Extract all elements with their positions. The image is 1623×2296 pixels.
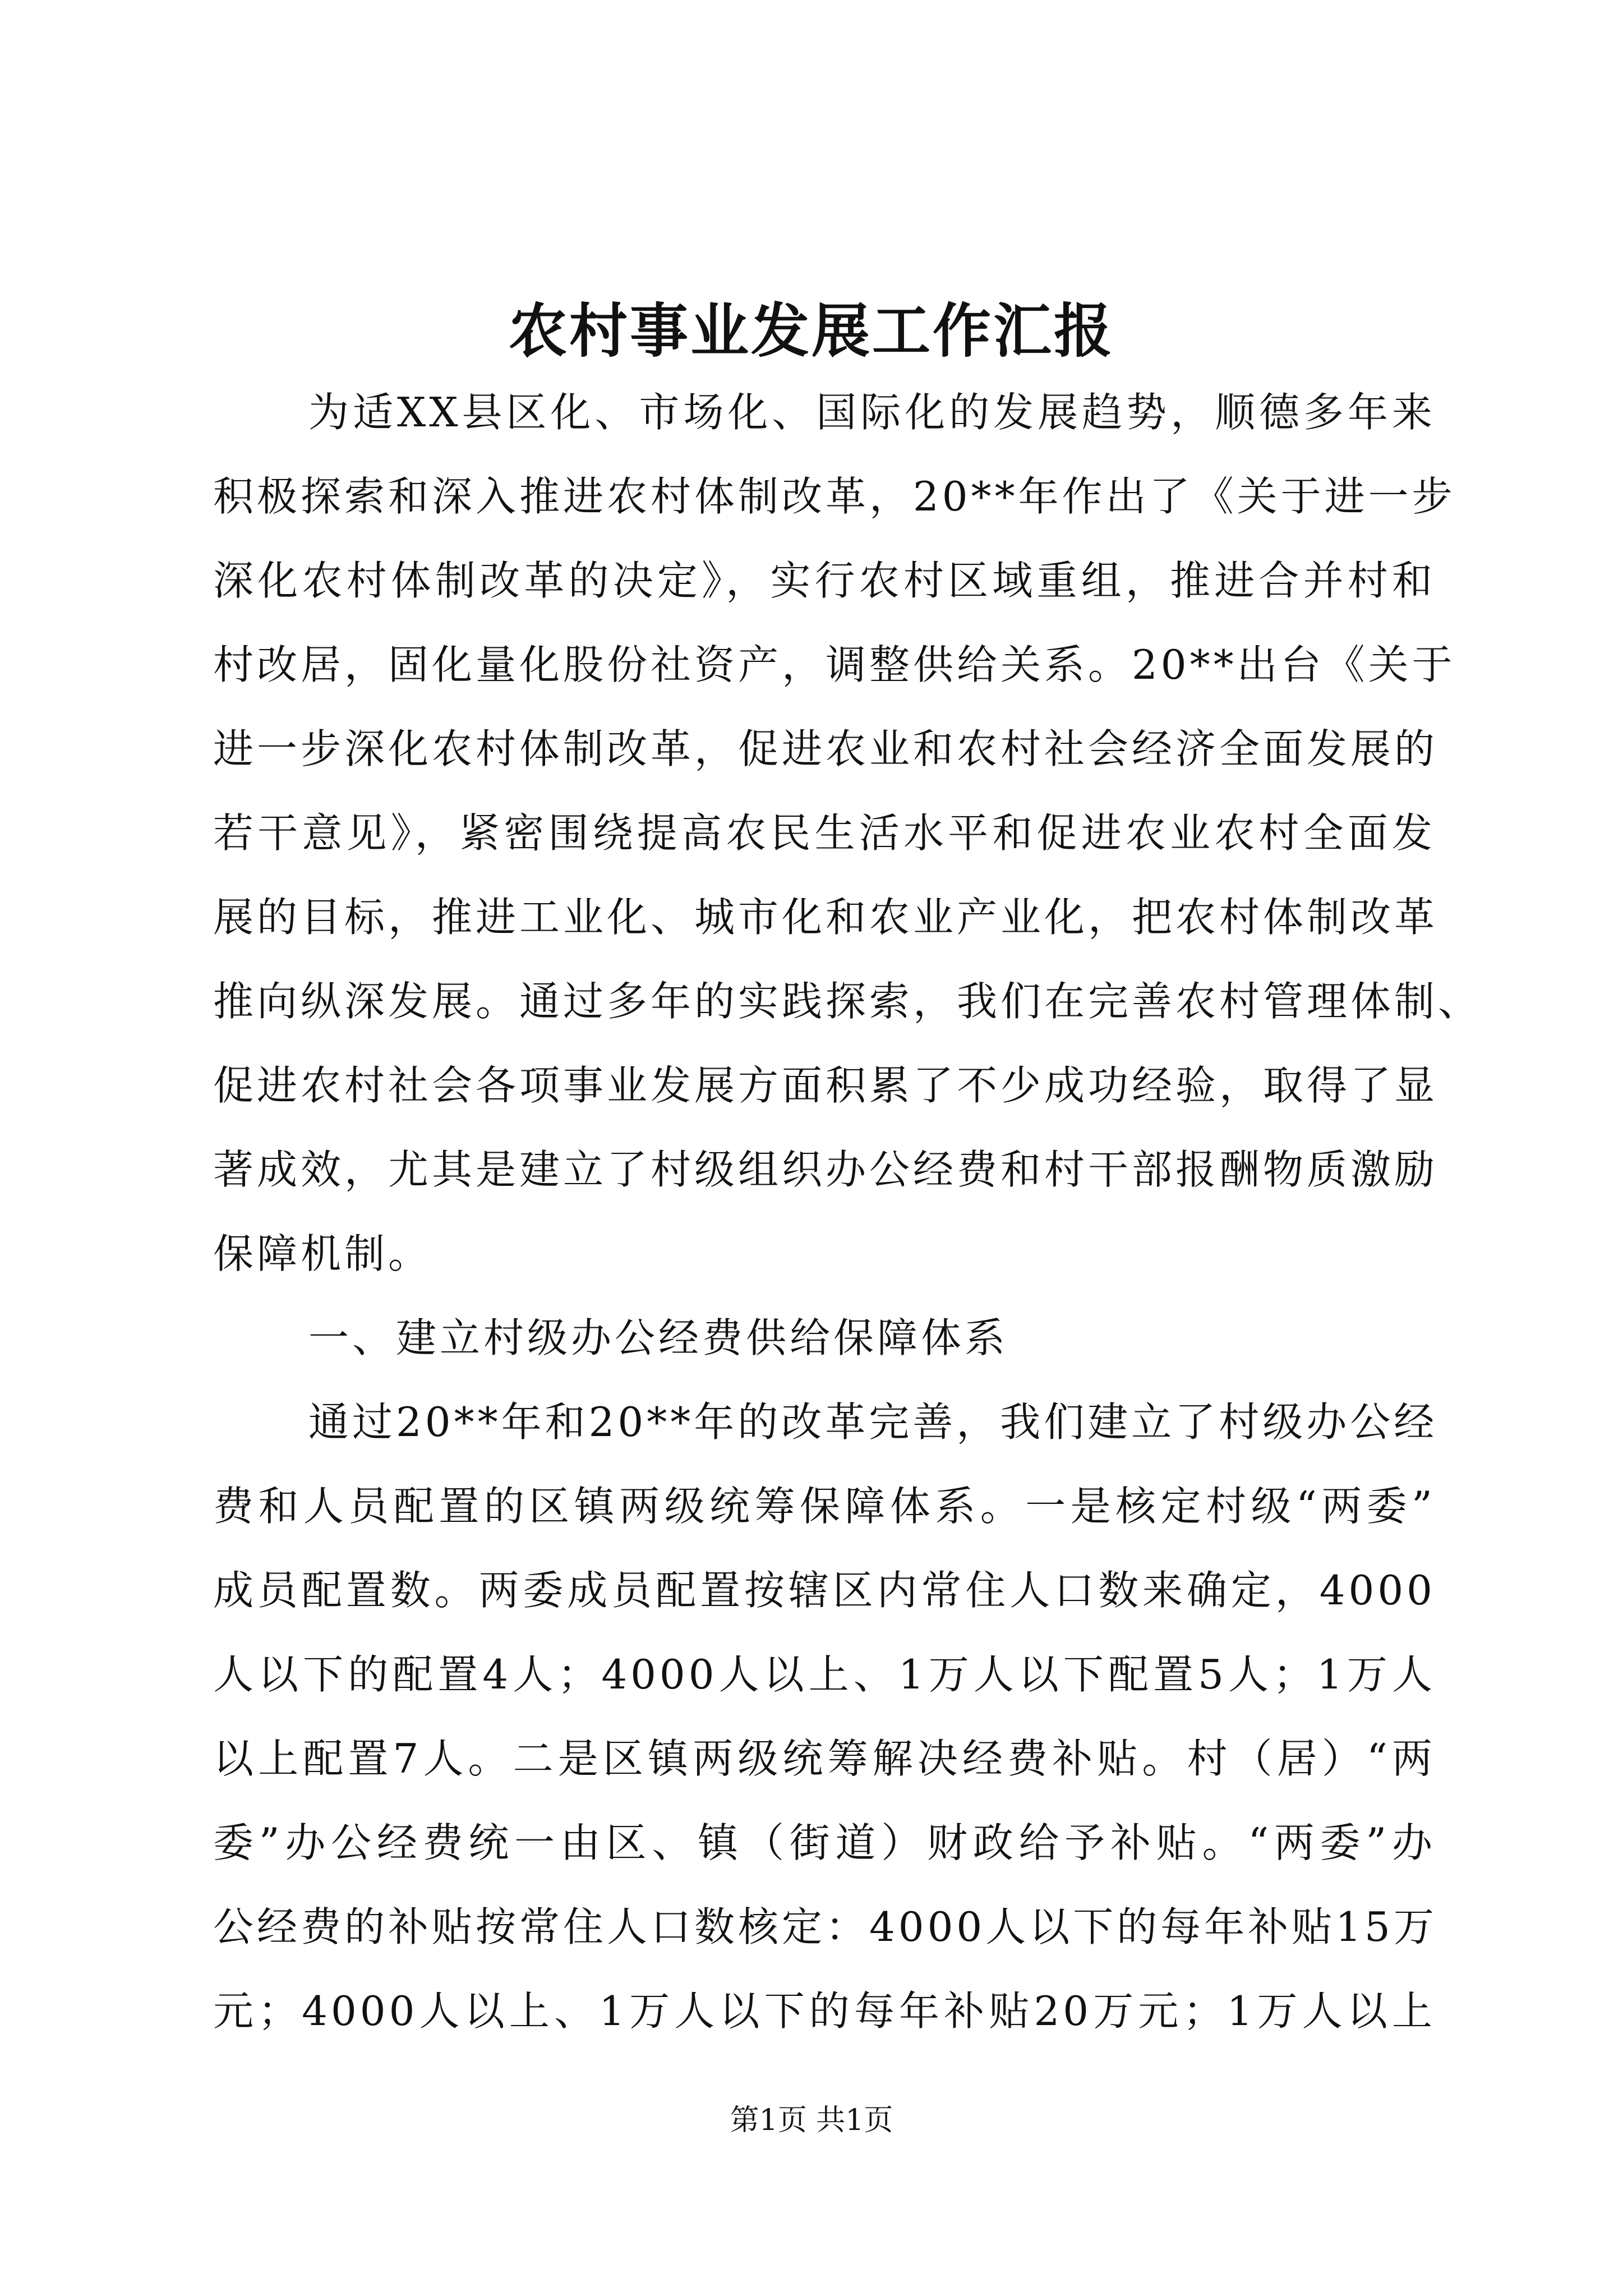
paragraph-line: 公经费的补贴按常住人口数核定：4000人以下的每年补贴15万	[213, 1903, 1437, 1950]
paragraph-line: 若干意见》，紧密围绕提高农民生活水平和促进农业农村全面发	[213, 809, 1436, 857]
paragraph-line: 进一步深化农村体制改革，促进农业和农村社会经济全面发展的	[213, 725, 1438, 772]
paragraph-line: 元；4000人以上、1万人以下的每年补贴20万元；1万人以上	[213, 1987, 1436, 2035]
paragraph-line: 展的目标，推进工业化、城市化和农业产业化，把农村体制改革	[213, 894, 1438, 941]
paragraph-line: 委”办公经费统一由区、镇（街道）财政给予补贴。“两委”办	[213, 1819, 1436, 1866]
section-heading: 一、建立村级办公经费供给保障体系	[308, 1314, 1009, 1361]
paragraph-line: 成员配置数。两委成员配置按辖区内常住人口数来确定，4000	[213, 1567, 1436, 1614]
paragraph-line: 促进农村社会各项事业发展方面积累了不少成功经验，取得了显	[213, 1062, 1438, 1109]
paragraph-line: 费和人员配置的区镇两级统筹保障体系。一是核定村级“两委”	[213, 1483, 1436, 1530]
paragraph-line: 深化农村体制改革的决定》，实行农村区域重组，推进合并村和	[213, 557, 1436, 604]
paragraph-line: 村改居，固化量化股份社资产，调整供给关系。20**出台《关于	[213, 641, 1456, 688]
paragraph-line: 保障机制。	[213, 1230, 432, 1277]
paragraph-line: 通过20**年和20**年的改革完善，我们建立了村级办公经	[308, 1398, 1438, 1446]
paragraph-line: 以上配置7人。二是区镇两级统筹解决经费补贴。村（居）“两	[213, 1735, 1436, 1782]
paragraph-line: 人以下的配置4人；4000人以上、1万人以下配置5人；1万人	[213, 1651, 1436, 1698]
document-body	[213, 370, 1482, 2053]
paragraph-line: 为适XX县区化、市场化、国际化的发展趋势，顺德多年来	[308, 389, 1436, 436]
paragraph-line: 推向纵深发展。通过多年的实践探索，我们在完善农村管理体制、	[213, 978, 1482, 1025]
document-title: 农村事业发展工作汇报	[508, 296, 1114, 365]
paragraph-line: 积极探索和深入推进农村体制改革，20**年作出了《关于进一步	[213, 473, 1456, 520]
paragraph-line: 著成效，尤其是建立了村级组织办公经费和村干部报酬物质激励	[213, 1146, 1438, 1193]
page-number-footer: 第1页 共1页	[730, 2104, 893, 2137]
